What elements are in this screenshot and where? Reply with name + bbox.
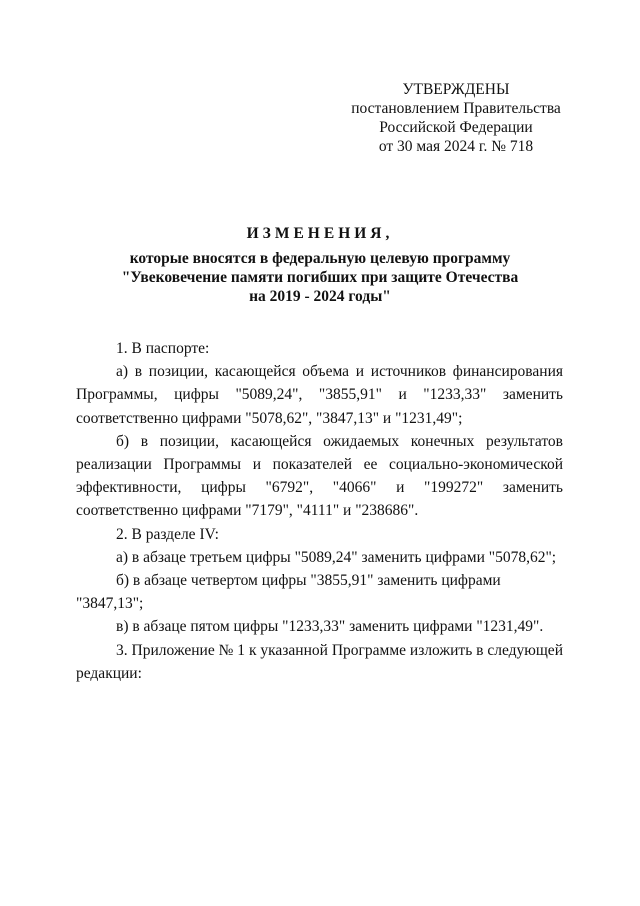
paragraph-2a: а) в абзаце третьем цифры "5089,24" заменить цифрами "5078,62"; [116, 548, 557, 566]
subtitle-line-1: которые вносятся в федеральную целевую программу [129, 250, 511, 267]
approval-heading: УТВЕРЖДЕНЫ [402, 81, 510, 98]
approval-line-2: Российской Федерации [379, 119, 533, 136]
paragraph-1a: а) в позиции, касающейся объема и источников финансирования Программы, цифры "5089,24", "3855,91" и "1233,33" заменить соответственно цифрами "5078,62", "3847,13" и "1231,49"; [76, 363, 563, 427]
paragraph-section-3: 3. Приложение № 1 к указанной Программе изложить в следующей редакции: [76, 641, 563, 682]
paragraph-section-2: 2. В разделе IV: [116, 525, 219, 543]
approval-line-3: от 30 мая 2024 г. № 718 [378, 138, 534, 155]
paragraph-section-1: 1. В паспорте: [116, 340, 210, 357]
subtitle-line-2: "Увековечение памяти погибших при защите Отечества [121, 269, 519, 286]
paragraph-1b: б) в позиции, касающейся ожидаемых конечных результатов реализации Программы и показателей ее социально-экономической эффективности, цифры "6792", "4066" и "199272" заменить соответственно цифрами "7179", "4111" и "238686". [76, 432, 563, 520]
document-subtitle [60, 249, 580, 306]
paragraph-2c: в) в абзаце пятом цифры "1233,33" заменить цифрами "1231,49". [116, 618, 544, 636]
approval-line-1: постановлением Правительства [351, 100, 561, 117]
document-title: ИЗМЕНЕНИЯ, [246, 225, 394, 242]
paragraph-2b: б) в абзаце четвертом цифры "3855,91" заменить цифрами "3847,13"; [76, 572, 501, 613]
subtitle-line-3: на 2019 - 2024 годы" [249, 288, 391, 305]
document-body [76, 337, 563, 685]
approval-block [340, 80, 572, 156]
